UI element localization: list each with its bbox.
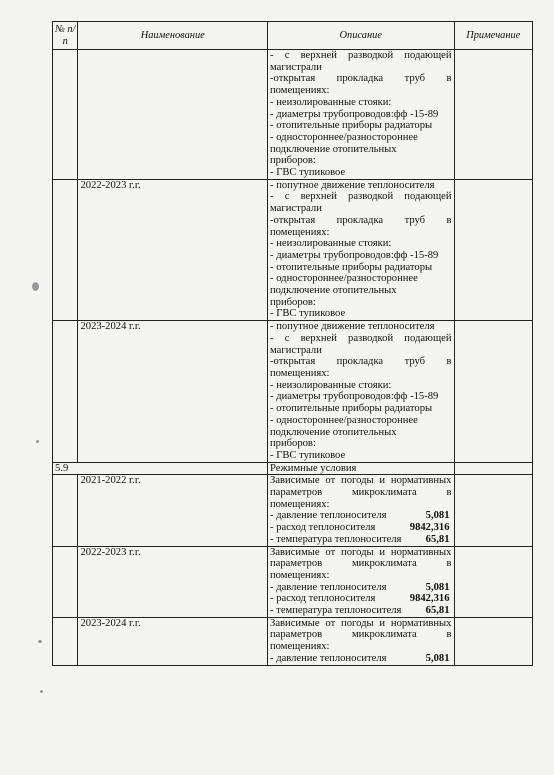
description-word: микроклимата [351,629,417,641]
description-word: разводкой [348,50,394,61]
description-word: - [270,50,274,61]
parameter-label: - давление теплоносителя [270,581,387,593]
description-word: параметров [270,629,323,641]
description-line [270,215,451,227]
header-num: № п/п [53,22,78,50]
description-word: микроклимата [351,558,417,570]
num-cell [53,321,78,462]
num-cell [53,475,78,546]
parameter-value: 65,81 [425,533,450,545]
table-row [53,50,533,180]
parameter-value: 65,81 [425,605,450,617]
description-line: подключение отопительных [270,143,397,155]
description-word: труб [404,73,426,85]
description-word: с [284,332,290,344]
description-word: подающей [404,332,452,344]
scan-speck [38,640,42,643]
description-line: подключение отопительных [270,426,397,438]
parameter-line [270,605,451,617]
description-word: Зависимые [270,475,320,487]
period-cell: 2023-2024 г.г. [78,617,268,665]
note-cell [454,617,533,665]
description-word: прокладка [336,356,384,368]
description-line: помещениях: [270,569,330,581]
description-cell [268,617,454,665]
description-word: верхней [300,191,337,203]
scan-speck [36,440,39,443]
description-line [270,333,451,345]
description-line: - ГВС тупиковое [270,308,346,320]
num-cell [53,617,78,665]
parameter-value: 5,081 [425,581,450,593]
name-cell [78,50,268,180]
parameter-label: - расход теплоносителя [270,522,376,534]
description-cell [268,50,454,180]
description-word: параметров [270,487,323,499]
description-cell [268,546,454,617]
description-line: - диаметры трубопроводов:фф -15-89 [270,108,439,120]
description-line: - отопительные приборы радиаторы [270,261,433,273]
description-word: микроклимата [351,487,417,499]
description-line: - ГВС тупиковое [270,167,346,179]
description-word: подающей [404,191,452,203]
description-line: приборов: [270,438,316,450]
num-cell [53,50,78,180]
note-cell [454,546,533,617]
description-line: - диаметры трубопроводов:фф -15-89 [270,391,439,403]
section-number: 5.9 [53,462,268,475]
parameter-line [270,522,451,534]
description-word: подающей [404,50,452,61]
description-line: помещениях: [270,85,330,97]
description-line: - неизолированные стояки: [270,96,392,108]
description-line: - неизолированные стояки: [270,379,392,391]
parameter-line [270,593,451,605]
description-line: подключение отопительных [270,285,397,297]
description-word: труб [404,356,426,368]
description-line [270,50,451,62]
description-line: приборов: [270,155,316,167]
table-row [53,321,533,462]
description-word: нормативных [390,617,452,629]
description-word: и [379,617,386,629]
description-line: - неизолированные стояки: [270,238,392,250]
description-word: - [270,332,274,344]
parameter-line [270,653,451,665]
description-line: - попутное движение теплоносителя [270,321,435,333]
description-word: в [446,487,452,499]
table-row [53,546,533,617]
parameter-line [270,582,451,594]
description-line: - одностороннее/разностороннее [270,273,418,285]
description-line: - ГВС тупиковое [270,449,346,461]
description-word: от [325,475,336,487]
description-word: - [270,191,274,203]
description-word: -открытая [270,214,316,226]
note-cell [454,50,533,180]
parameter-value: 5,081 [425,652,450,664]
parameter-value: 9842,316 [409,522,450,534]
description-word: в [446,629,452,641]
description-word: параметров [270,558,323,570]
description-word: Зависимые [270,617,320,629]
note-cell [454,462,533,475]
table-row [53,475,533,546]
description-line [270,487,451,499]
period-cell: 2021-2022 г.г. [78,475,268,546]
description-line: - отопительные приборы радиаторы [270,403,433,415]
description-word: от [325,546,336,558]
description-line [270,191,451,203]
description-line: помещениях: [270,641,330,653]
description-word: прокладка [336,73,384,85]
description-word: с [284,191,290,203]
description-line [270,475,451,487]
parameter-value: 5,081 [425,510,450,522]
description-word: погоды [341,617,374,629]
description-line: помещениях: [270,367,330,379]
parameter-line [270,510,451,522]
description-word: разводкой [348,191,394,203]
description-word: верхней [300,50,337,61]
description-word: от [325,617,336,629]
header-desc: Описание [268,22,454,50]
section-row [53,462,533,475]
description-line [270,356,451,368]
characteristics-table [52,21,533,666]
description-word: верхней [300,332,337,344]
description-word: разводкой [348,332,394,344]
description-word: погоды [341,475,374,487]
description-line [270,629,451,641]
description-line: - одностороннее/разностороннее [270,414,418,426]
description-word: нормативных [390,546,452,558]
description-word: погоды [341,546,374,558]
note-cell [454,475,533,546]
period-cell: 2023-2024 г.г. [78,321,268,462]
description-line: помещениях: [270,498,330,510]
table-row [53,179,533,320]
scan-speck [32,282,39,291]
note-cell [454,321,533,462]
section-title: Режимные условия [268,462,454,475]
parameter-label: - температура теплоносителя [270,533,402,545]
description-cell [268,475,454,546]
description-line [270,618,451,630]
description-line: помещениях: [270,226,330,238]
scan-speck [40,690,43,693]
description-word: и [379,475,386,487]
note-cell [454,179,533,320]
description-line: магистрали [270,61,322,73]
description-word: труб [404,214,426,226]
description-word: в [446,558,452,570]
parameter-label: - давление теплоносителя [270,510,387,522]
description-line [270,73,451,85]
table-header-row [53,22,533,50]
description-word: в [446,214,452,226]
parameter-label: - давление теплоносителя [270,652,387,664]
description-word: Зависимые [270,546,320,558]
description-line: - одностороннее/разностороннее [270,131,418,143]
description-line: приборов: [270,296,316,308]
header-name: Наименование [78,22,268,50]
description-line: - отопительные приборы радиаторы [270,120,433,132]
period-cell: 2022-2023 г.г. [78,179,268,320]
period-cell: 2022-2023 г.г. [78,546,268,617]
description-line [270,558,451,570]
description-line: - попутное движение теплоносителя [270,179,435,191]
description-word: в [446,73,452,85]
description-word: с [284,50,290,61]
description-line: магистрали [270,344,322,356]
description-cell [268,321,454,462]
description-line [270,547,451,559]
description-word: -открытая [270,73,316,85]
description-word: в [446,356,452,368]
parameter-label: - температура теплоносителя [270,605,402,617]
table-row [53,617,533,665]
parameter-label: - расход теплоносителя [270,593,376,605]
description-line: - диаметры трубопроводов:фф -15-89 [270,249,439,261]
description-line: магистрали [270,203,322,215]
parameter-value: 9842,316 [409,593,450,605]
description-word: и [379,546,386,558]
num-cell [53,179,78,320]
num-cell [53,546,78,617]
description-cell [268,179,454,320]
description-word: -открытая [270,356,316,368]
header-note: Примечание [454,22,533,50]
parameter-line [270,534,451,546]
description-word: прокладка [336,214,384,226]
description-word: нормативных [390,475,452,487]
